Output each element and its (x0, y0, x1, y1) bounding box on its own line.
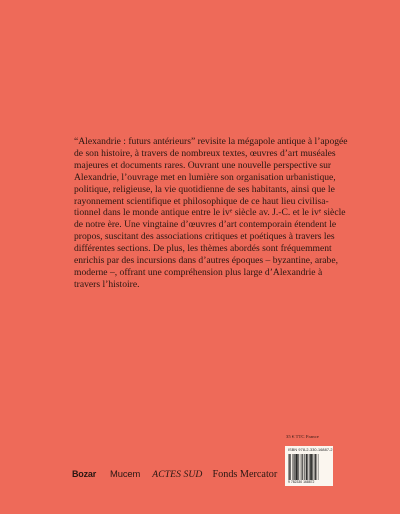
isbn-label: ISBN 978-2-330-16887-2 (288, 448, 333, 452)
blurb-line: moderne –, offrant une compréhension plus large d’Alexandrie à (74, 266, 323, 278)
barcode-bar (294, 454, 295, 480)
blurb-line: différentes sections. De plus, les thèmes abordés sont fréquemment (74, 243, 332, 255)
blurb-line: politique, religieuse, la vie quotidienne de ses habitants, ainsi que le (74, 183, 335, 195)
barcode-bar (306, 454, 307, 480)
cover-blurb (74, 136, 348, 291)
blurb-line: Alexandrie, l’ouvrage met en lumière son organisation urbanistique, (74, 171, 336, 183)
bozar-logo: Bozar (72, 469, 97, 479)
barcode-bar (310, 454, 311, 480)
barcode-bar (311, 454, 312, 480)
blurb-line: majeures et documents rares. Ouvrant une nouvelle perspective sur (74, 159, 332, 171)
blurb-line: tionnel dans le monde antique entre le ivᵉ siècle av. J.-C. et le ivᵉ siècle (74, 207, 346, 219)
blurb-line: de notre ère. Une vingtaine d’œuvres d’art contemporain étendent le (74, 219, 337, 231)
blurb-line: propos, suscitant des associations critiques et poétiques à travers les (74, 231, 335, 243)
actes-sud-logo: ACTES SUD (152, 469, 203, 480)
price-label: 35 € TTC France (286, 434, 319, 439)
barcode-digits: 9 782330 168872 (288, 480, 315, 484)
blurb-line: rayonnement scientifique et philosophique de ce haut lieu civilisa- (74, 195, 329, 207)
blurb-line: “Alexandrie : futurs antérieurs” revisite la mégapole antique à l’apogée (74, 136, 348, 147)
blurb-line: travers l’histoire. (74, 278, 140, 290)
barcode-bar (289, 454, 290, 480)
barcode-bar (302, 454, 303, 480)
isbn-barcode-panel (285, 446, 333, 486)
mucem-logo: Mucem (110, 468, 141, 479)
blurb-line: de son histoire, à travers de nombreux textes, œuvres d’art muséales (74, 147, 336, 159)
publisher-logos (72, 468, 277, 482)
barcode-bar (297, 454, 298, 480)
blurb-line: enrichis par des incursions dans d’autres époques – byzantine, arabe, (74, 255, 339, 267)
barcode-graphic (288, 454, 330, 480)
barcode-bar (315, 454, 316, 480)
barcode-bar (296, 454, 297, 480)
fonds-mercator-logo: Fonds Mercator (212, 469, 278, 480)
